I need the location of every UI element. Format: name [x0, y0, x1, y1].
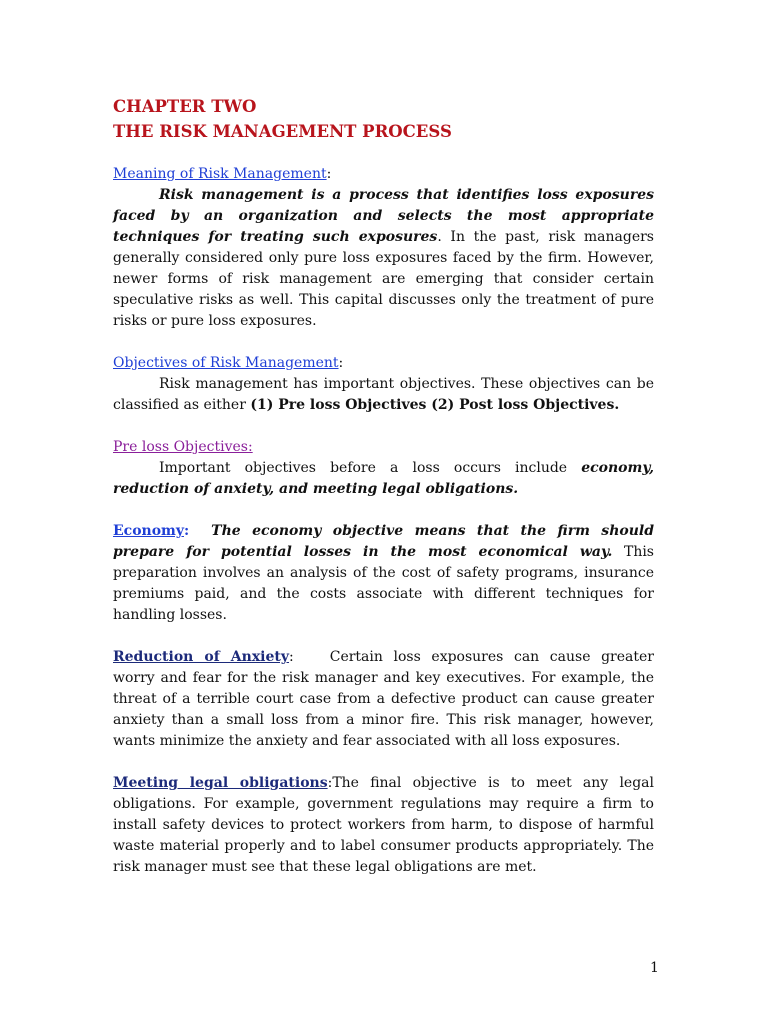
- objectives-classification: (1) Pre loss Objectives (2) Post loss Objectives.: [250, 397, 620, 413]
- meaning-section: [113, 164, 654, 332]
- preloss-list: economy, reduction of anxiety, and meeting legal obligations.: [113, 460, 654, 497]
- anxiety-body: Certain loss exposures can cause greater worry and fear for the risk manager and key executives. For example, the threat of a terrible court case from a defective product can cause greater anxiety than a small loss from a minor fire. This risk manager, however, wants minimize the anxiety and fear associated with all loss exposures.: [113, 649, 654, 749]
- meaning-body: . In the past, risk managers generally considered only pure loss exposures faced by the firm. However, newer forms of risk management are emerging that consider certain speculative risks as well. This capital discusses only the treatment of pure risks or pure loss exposures.: [113, 229, 654, 329]
- economy-body: This preparation involves an analysis of the cost of safety programs, insurance premiums paid, and the costs associate with different techniques for handling losses.: [113, 544, 654, 623]
- objectives-body: Risk management has important objectives. These objectives can be classified as either: [113, 376, 654, 413]
- risk-management-definition: Risk management is a process that identifies loss exposures faced by an organization and selects the most appropriate techniques for treating such exposures: [113, 187, 654, 245]
- legal-section: [113, 773, 654, 878]
- preloss-body: Important objectives before a loss occurs include: [159, 460, 582, 476]
- anxiety-colon: :: [289, 649, 294, 665]
- legal-colon: :: [327, 775, 333, 791]
- anxiety-heading: Reduction of Anxiety: [113, 649, 290, 665]
- economy-emphasis: The economy objective means that the firm should prepare for potential losses in the most economical way.: [113, 523, 654, 560]
- chapter-header: [113, 94, 654, 144]
- economy-section: [113, 521, 654, 626]
- economy-heading: Economy: [113, 523, 184, 539]
- anxiety-section: [113, 647, 654, 752]
- objectives-colon: :: [338, 355, 344, 371]
- preloss-heading: Pre loss Objectives:: [113, 439, 253, 455]
- objectives-heading: Objectives of Risk Management: [113, 355, 339, 371]
- meaning-heading: Meaning of Risk Management: [113, 166, 327, 182]
- legal-body: The final objective is to meet any legal obligations. For example, government regulations may require a firm to install safety devices to protect workers from harm, to dispose of harmful waste material properly and to label consumer products appropriately. The risk manager must see that these legal obligations are met.: [113, 775, 654, 875]
- objectives-section: [113, 353, 654, 416]
- chapter-number: CHAPTER TWO: [113, 97, 257, 116]
- meaning-colon: :: [326, 166, 332, 182]
- chapter-title: THE RISK MANAGEMENT PROCESS: [113, 122, 452, 141]
- page-content: [113, 94, 654, 878]
- preloss-section: [113, 437, 654, 500]
- legal-heading: Meeting legal obligations: [113, 775, 328, 791]
- page-number: 1: [650, 960, 659, 976]
- economy-colon: :: [184, 523, 190, 539]
